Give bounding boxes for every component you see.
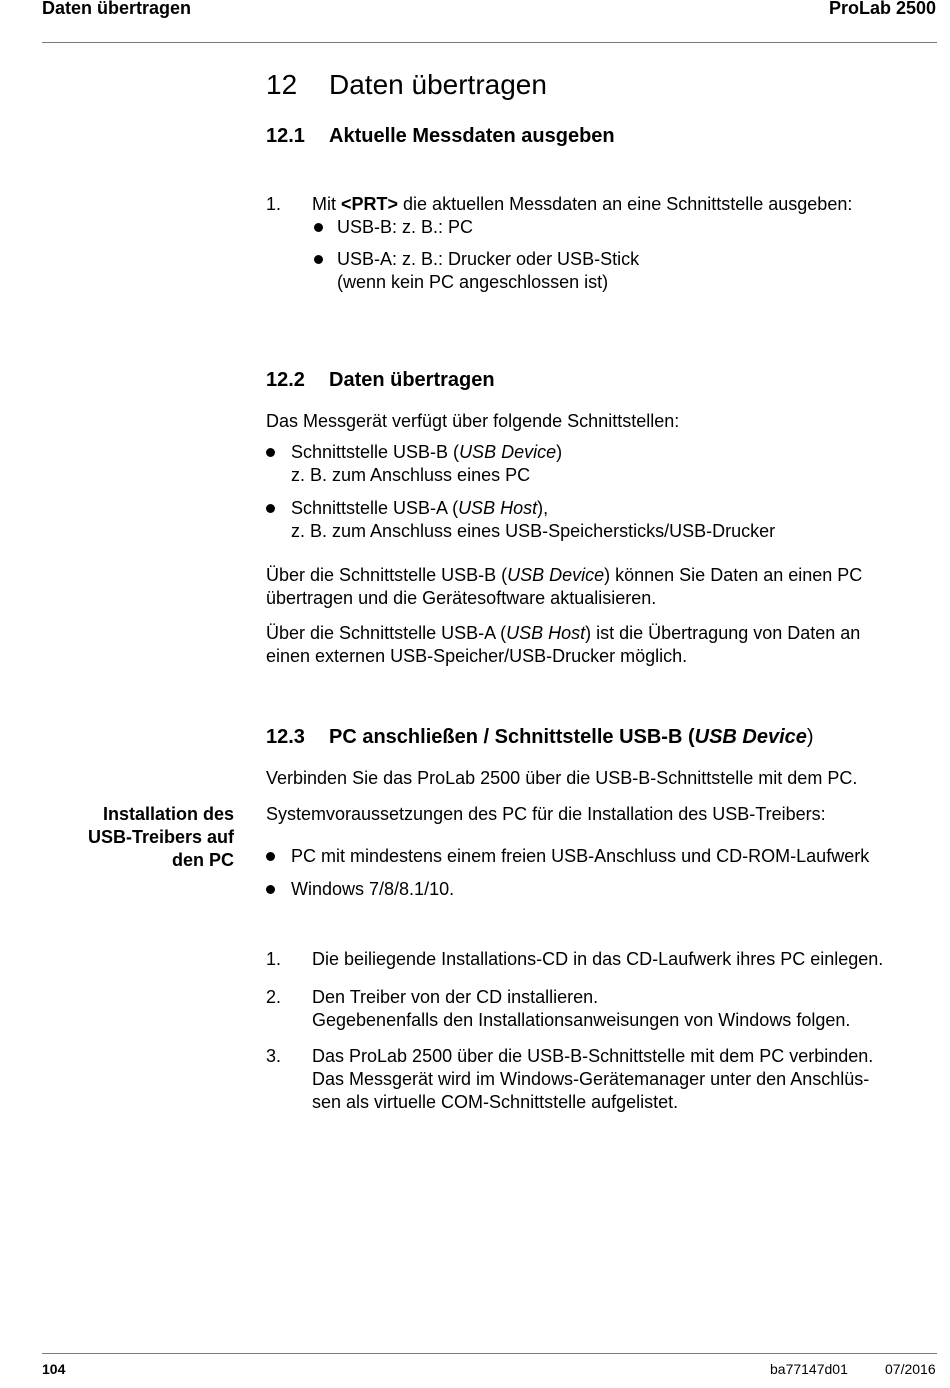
section-12-2-number: 12.2: [266, 369, 305, 391]
step-number: 3.: [266, 1046, 282, 1066]
paragraph-continuation: übertragen und die Gerätesoftware aktualisieren.: [266, 588, 657, 608]
list-item-continuation: z. B. zum Anschluss eines PC: [291, 465, 531, 485]
paragraph: Über die Schnittstelle USB-A (USB Host) ist die Übertragung von Daten an: [266, 623, 861, 643]
section-12-2-title: Daten übertragen: [329, 369, 495, 391]
bullet-dot: [266, 885, 275, 894]
list-item: USB-B: z. B.: PC: [337, 217, 474, 237]
list-item: USB-A: z. B.: Drucker oder USB-Stick: [337, 249, 640, 269]
chapter-number: 12: [266, 69, 298, 100]
bullet-dot: [314, 255, 323, 264]
list-item-continuation: (wenn kein PC angeschlossen ist): [337, 272, 609, 292]
margin-note: Installation des USB-Treibers auf den PC: [87, 804, 234, 870]
bullet-dot: [266, 448, 275, 457]
list-item: PC mit mindestens einem freien USB-Anschluss und CD-ROM-Laufwerk: [291, 846, 870, 866]
paragraph: Verbinden Sie das ProLab 2500 über die USB-B-Schnittstelle mit dem PC.: [266, 768, 858, 788]
document-date: 07/2016: [885, 1361, 936, 1377]
paragraph: Systemvoraussetzungen des PC für die Installation des USB-Treibers:: [266, 804, 826, 824]
running-header-right: ProLab 2500: [828, 0, 936, 18]
step-text: Den Treiber von der CD installieren.: [312, 987, 599, 1007]
paragraph: Über die Schnittstelle USB-B (USB Device) können Sie Daten an einen PC: [266, 565, 863, 585]
paragraph-continuation: einen externen USB-Speicher/USB-Drucker möglich.: [266, 646, 688, 666]
list-item: Schnittstelle USB-A (USB Host),: [291, 498, 549, 518]
bullet-dot: [266, 852, 275, 861]
bullet-dot: [314, 223, 323, 232]
paragraph: Das Messgerät verfügt über folgende Schnittstellen:: [266, 411, 680, 431]
footer-rule: [42, 1353, 937, 1354]
step-text-continuation: Das Messgerät wird im Windows-Gerätemanager unter den Anschlüs-: [312, 1069, 870, 1089]
header-rule: [42, 42, 937, 43]
step-text-continuation: sen als virtuelle COM-Schnittstelle aufgelistet.: [312, 1092, 679, 1112]
section-12-3-number: 12.3: [266, 726, 305, 748]
running-header-left: Daten übertragen: [42, 0, 192, 18]
step-number: 2.: [266, 987, 282, 1007]
section-12-3-title: PC anschließen / Schnittstelle USB-B (USB Device): [329, 726, 814, 748]
list-item: Schnittstelle USB-B (USB Device): [291, 442, 563, 462]
step-text: Mit <PRT> die aktuellen Messdaten an eine Schnittstelle ausgeben:: [312, 194, 853, 214]
step-number: 1.: [266, 949, 282, 969]
step-number: 1.: [266, 194, 282, 214]
list-item: Windows 7/8/8.1/10.: [291, 879, 455, 899]
document-id: ba77147d01: [770, 1361, 848, 1377]
step-text: Das ProLab 2500 über die USB-B-Schnittstelle mit dem PC verbinden.: [312, 1046, 874, 1066]
prt-key: <PRT>: [341, 194, 399, 214]
page-number: 104: [42, 1361, 66, 1377]
list-item-continuation: z. B. zum Anschluss eines USB-Speichersticks/USB-Drucker: [291, 521, 776, 541]
step-text-continuation: Gegebenenfalls den Installationsanweisungen von Windows folgen.: [312, 1010, 851, 1030]
chapter-title: Daten übertragen: [329, 69, 547, 100]
bullet-dot: [266, 504, 275, 513]
section-12-1-number: 12.1: [266, 125, 305, 147]
step-text: Die beiliegende Installations-CD in das CD-Laufwerk ihres PC einlegen.: [312, 949, 884, 969]
section-12-1-title: Aktuelle Messdaten ausgeben: [329, 125, 615, 147]
